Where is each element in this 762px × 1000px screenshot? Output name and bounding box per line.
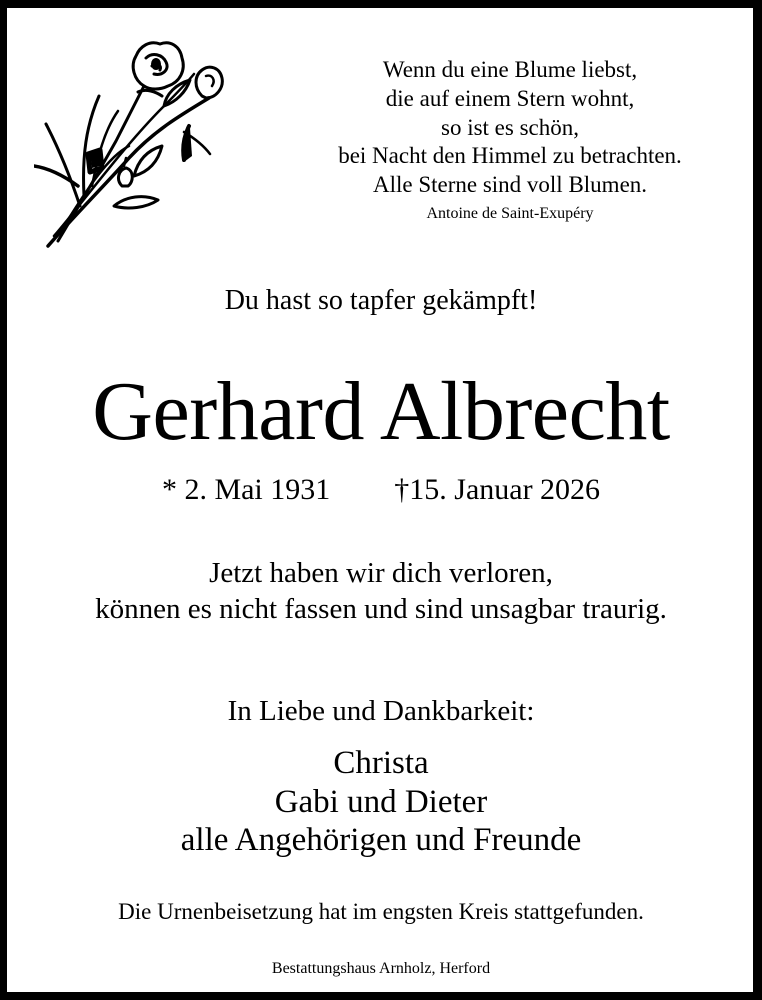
poem-author: Antoine de Saint-Exupéry [426, 204, 594, 222]
poem-line: die auf einem Stern wohnt, [385, 85, 635, 111]
thanks-line: In Liebe und Dankbarkeit: [227, 695, 535, 727]
undertaker: Bestattungshaus Arnholz, Herford [271, 960, 491, 977]
mourner: Gabi und Dieter [274, 783, 488, 820]
verse-line: können es nicht fassen und sind unsagbar traurig. [95, 593, 667, 625]
verse [0, 555, 762, 627]
cross-icon: † [394, 473, 410, 506]
roses-illustration-icon [34, 36, 224, 251]
deceased-name: Gerhard Albrecht [92, 365, 670, 458]
poem-line: Wenn du eine Blume liebst, [382, 57, 638, 82]
burial-note: Die Urnenbeisetzung hat im engsten Kreis stattgefunden. [118, 899, 644, 924]
birth-date: 2. Mai 1931 [184, 473, 331, 506]
mourner: Christa [333, 745, 429, 781]
poem-line: bei Nacht den Himmel zu betrachten. [338, 143, 682, 169]
motto: Du hast so tapfer gekämpft! [224, 285, 538, 316]
poem-block [300, 56, 720, 226]
death-date: 15. Januar 2026 [409, 473, 601, 506]
mourner: alle Angehörigen und Freunde [180, 822, 582, 858]
life-dates [0, 471, 762, 509]
birth-symbol: * [161, 473, 177, 506]
verse-line: Jetzt haben wir dich verloren, [209, 557, 553, 589]
poem-line: Alle Sterne sind voll Blumen. [372, 172, 648, 198]
mourners-list [0, 744, 762, 860]
poem-line: so ist es schön, [441, 114, 579, 140]
